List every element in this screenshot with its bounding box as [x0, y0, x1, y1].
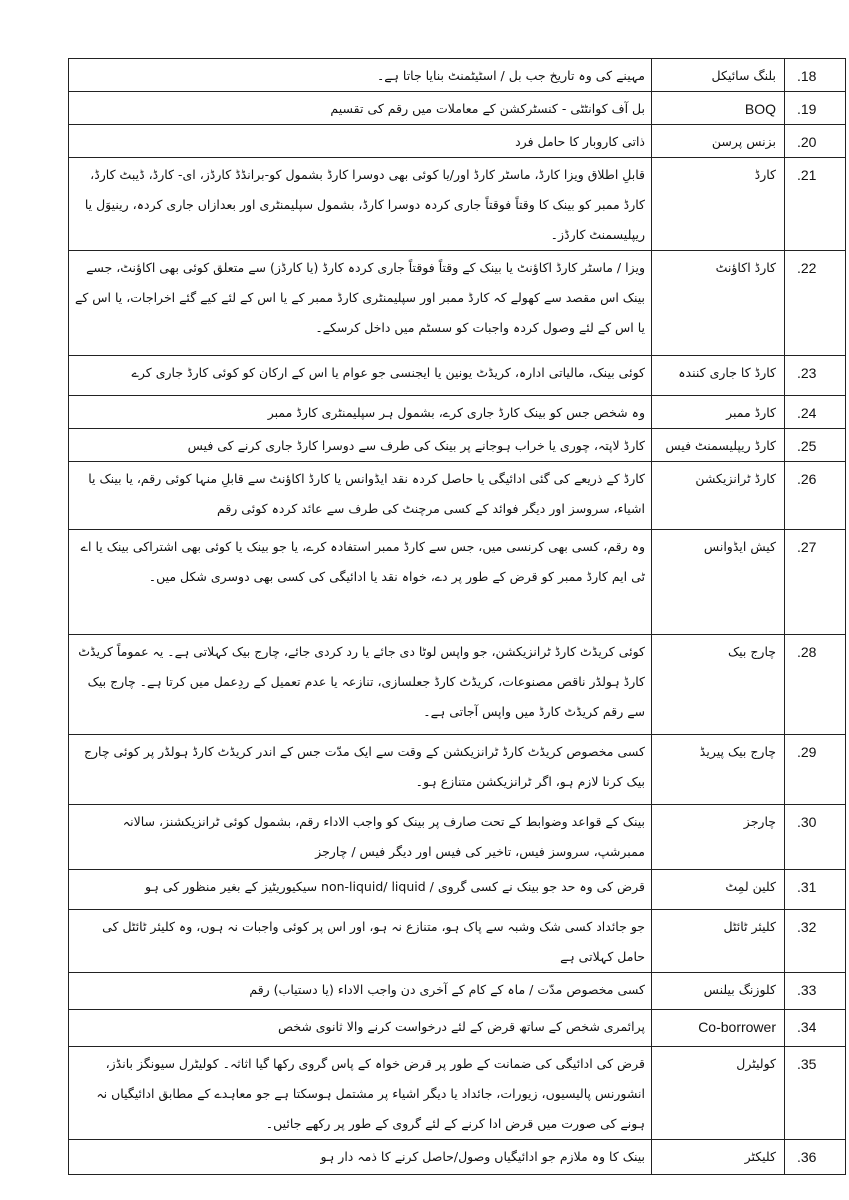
number-cell: .35: [785, 1047, 846, 1140]
table-row: [69, 429, 846, 462]
definition-cell: جو جائداد کسی شک وشبہ سے پاک ہو، متنازع نہ ہو، اور اس پر کوئی واجبات نہ ہوں، وہ کلیئر ٹائٹل کی حامل کہلاتی ہے: [69, 910, 652, 973]
definition-cell: ویزا / ماسٹر کارڈ اکاؤنٹ یا بینک کے وقتاً فوقتاً جاری کردہ کارڈ (یا کارڈز) سے متعلق کوئی بھی اکاؤنٹ، جسے بینک اس مقصد سے کھولے کہ کارڈ ممبر اور سپلیمنٹری کارڈ ممبر کے یا اس کے لئے کیے گئے اخراجات، یا اس کے یا اس کے لئے وصول کردہ واجبات کو سسٹم میں داخل کرسکے۔: [69, 251, 652, 356]
term-cell: بلنگ سائیکل: [652, 59, 785, 92]
number-cell: .28: [785, 635, 846, 735]
table-row: [69, 59, 846, 92]
glossary-table: [68, 58, 846, 1175]
number-cell: .18: [785, 59, 846, 92]
table-row: [69, 805, 846, 870]
table-row: [69, 92, 846, 125]
number-cell: .27: [785, 530, 846, 635]
table-row: [69, 396, 846, 429]
number-cell: .29: [785, 735, 846, 805]
definition-cell: کوئی کریڈٹ کارڈ ٹرانزیکشن، جو واپس لوٹا دی جائے یا رد کردی جائے، چارج بیک کہلاتی ہے۔ یہ عموماً کریڈٹ کارڈ ہولڈر ناقص مصنوعات، کریڈٹ کارڈ جعلسازی، تنازعہ یا عدم تعمیل کے ردِعمل میں کرتا ہے۔ چارج بیک سے رقم کریڈٹ کارڈ میں واپس آجاتی ہے۔: [69, 635, 652, 735]
number-cell: .36: [785, 1140, 846, 1175]
term-cell: چارج بیک: [652, 635, 785, 735]
term-cell: چارجز: [652, 805, 785, 870]
table-row: [69, 530, 846, 635]
term-cell: کلیئر ٹائٹل: [652, 910, 785, 973]
definition-cell: کسی مخصوص کریڈٹ کارڈ ٹرانزیکشن کے وقت سے ایک مدّت جس کے اندر کریڈٹ کارڈ ہولڈر پر کوئی چارج بیک کرنا لازم ہو، اگر ٹرانزیکشن متنازع ہو۔: [69, 735, 652, 805]
table-row: [69, 158, 846, 251]
term-cell: کارڈ ممبر: [652, 396, 785, 429]
table-row: [69, 251, 846, 356]
table-row: [69, 973, 846, 1010]
number-cell: .21: [785, 158, 846, 251]
term-cell: BOQ: [652, 92, 785, 125]
number-cell: .31: [785, 870, 846, 910]
definition-cell: کارڈ کے ذریعے کی گئی ادائیگی یا حاصل کردہ نقد ایڈوانس یا کارڈ اکاؤنٹ سے قابلِ منہا کوئی رقم، یا بینک یا اشیاء، سروسز اور دیگر فوائد کے کسی مرچنٹ کی طرف سے عائد کردہ کوئی رقم: [69, 462, 652, 530]
term-cell: بزنس پرسن: [652, 125, 785, 158]
number-cell: .34: [785, 1010, 846, 1047]
definition-cell: بینک کا وہ ملازم جو ادائیگیاں وصول/حاصل کرنے کا ذمہ دار ہو: [69, 1140, 652, 1175]
term-cell: کیش ایڈوانس: [652, 530, 785, 635]
table-row: [69, 462, 846, 530]
table-row: [69, 1047, 846, 1140]
definition-cell: پرائمری شخص کے ساتھ قرض کے لئے درخواست کرنے والا ثانوی شخص: [69, 1010, 652, 1047]
term-cell: کولیٹرل: [652, 1047, 785, 1140]
table-row: [69, 356, 846, 396]
term-cell: کلوزنگ بیلنس: [652, 973, 785, 1010]
term-cell: کارڈ: [652, 158, 785, 251]
number-cell: .23: [785, 356, 846, 396]
term-cell: کارڈ ریپلیسمنٹ فیس: [652, 429, 785, 462]
table-row: [69, 870, 846, 910]
definition-cell: بینک کے قواعد وضوابط کے تحت صارف پر بینک کو واجب الاداء رقم، بشمول کوئی ٹرانزیکشنز، سالانہ ممبرشپ، سروسز فیس، تاخیر کی فیس اور دیگر فیس / چارجز: [69, 805, 652, 870]
number-cell: .33: [785, 973, 846, 1010]
definition-cell: قابلِ اطلاق ویزا کارڈ، ماسٹر کارڈ اور/یا کوئی بھی دوسرا کارڈ بشمول کو-برانڈڈ کارڈز، ای- کارڈ، ڈیبٹ کارڈ، کارڈ ممبر کو بینک کا وقتاً فوقتاً جاری کردہ دوسرا کارڈ، بشمول سپلیمنٹری اور بعدازاں جاری کردہ، رینیوَل یا ریپلیسمنٹ کارڈز۔: [69, 158, 652, 251]
number-cell: .26: [785, 462, 846, 530]
table-row: [69, 910, 846, 973]
definition-cell: قرض کی ادائیگی کی ضمانت کے طور پر قرض خواہ کے پاس گروی رکھا گیا اثاثہ۔ کولیٹرل سیونگز بانڈز، انشورنس پالیسیوں، زیورات، جائداد یا دیگر اشیاء پر مشتمل ہوسکتا ہے جو معاہدے کے مطابق ادائیگیاں نہ ہونے کی صورت میں قرض ادا کرنے کے لئے گروی کے طور پر رکھے جائیں۔: [69, 1047, 652, 1140]
definition-cell: ذاتی کاروبار کا حامل فرد: [69, 125, 652, 158]
term-cell: چارج بیک پیریڈ: [652, 735, 785, 805]
number-cell: .24: [785, 396, 846, 429]
definition-cell: بل آف کوانٹٹی - کنسٹرکشن کے معاملات میں رقم کی تقسیم: [69, 92, 652, 125]
number-cell: .25: [785, 429, 846, 462]
definition-cell: وہ رقم، کسی بھی کرنسی میں، جس سے کارڈ ممبر استفادہ کرے، یا جو بینک یا کوئی بھی اشتراکی بینک یا اے ٹی ایم کارڈ ممبر کو قرض کے طور پر دے، خواہ نقد یا ادائیگی کی کسی بھی دوسری شکل میں۔: [69, 530, 652, 635]
term-cell: کارڈ کا جاری کنندہ: [652, 356, 785, 396]
number-cell: .19: [785, 92, 846, 125]
number-cell: .32: [785, 910, 846, 973]
table-row: [69, 1140, 846, 1175]
number-cell: .30: [785, 805, 846, 870]
term-cell: کارڈ ٹرانزیکشن: [652, 462, 785, 530]
number-cell: .20: [785, 125, 846, 158]
definition-cell: کوئی بینک، مالیاتی ادارہ، کریڈٹ یونین یا ایجنسی جو عوام یا اس کے ارکان کو کوئی کارڈ جاری کرے: [69, 356, 652, 396]
definition-cell: مہینے کی وہ تاریخ جب بل / اسٹیٹمنٹ بنایا جاتا ہے۔: [69, 59, 652, 92]
term-cell: Co-borrower: [652, 1010, 785, 1047]
table-row: [69, 635, 846, 735]
table-row: [69, 1010, 846, 1047]
number-cell: .22: [785, 251, 846, 356]
definition-cell: قرض کی وہ حد جو بینک نے کسی گروی / non-liquid/ liquid سیکیوریٹیز کے بغیر منظور کی ہو: [69, 870, 652, 910]
term-cell: کلیکٹر: [652, 1140, 785, 1175]
definition-cell: وہ شخص جس کو بینک کارڈ جاری کرے، بشمول ہر سپلیمنٹری کارڈ ممبر: [69, 396, 652, 429]
definition-cell: کسی مخصوص مدّت / ماہ کے کام کے آخری دن واجب الاداء (یا دستیاب) رقم: [69, 973, 652, 1010]
definition-cell: کارڈ لاپتہ، چوری یا خراب ہوجانے پر بینک کی طرف سے دوسرا کارڈ جاری کرنے کی فیس: [69, 429, 652, 462]
table-row: [69, 125, 846, 158]
table-row: [69, 735, 846, 805]
term-cell: کارڈ اکاؤنٹ: [652, 251, 785, 356]
term-cell: کلین لمِٹ: [652, 870, 785, 910]
